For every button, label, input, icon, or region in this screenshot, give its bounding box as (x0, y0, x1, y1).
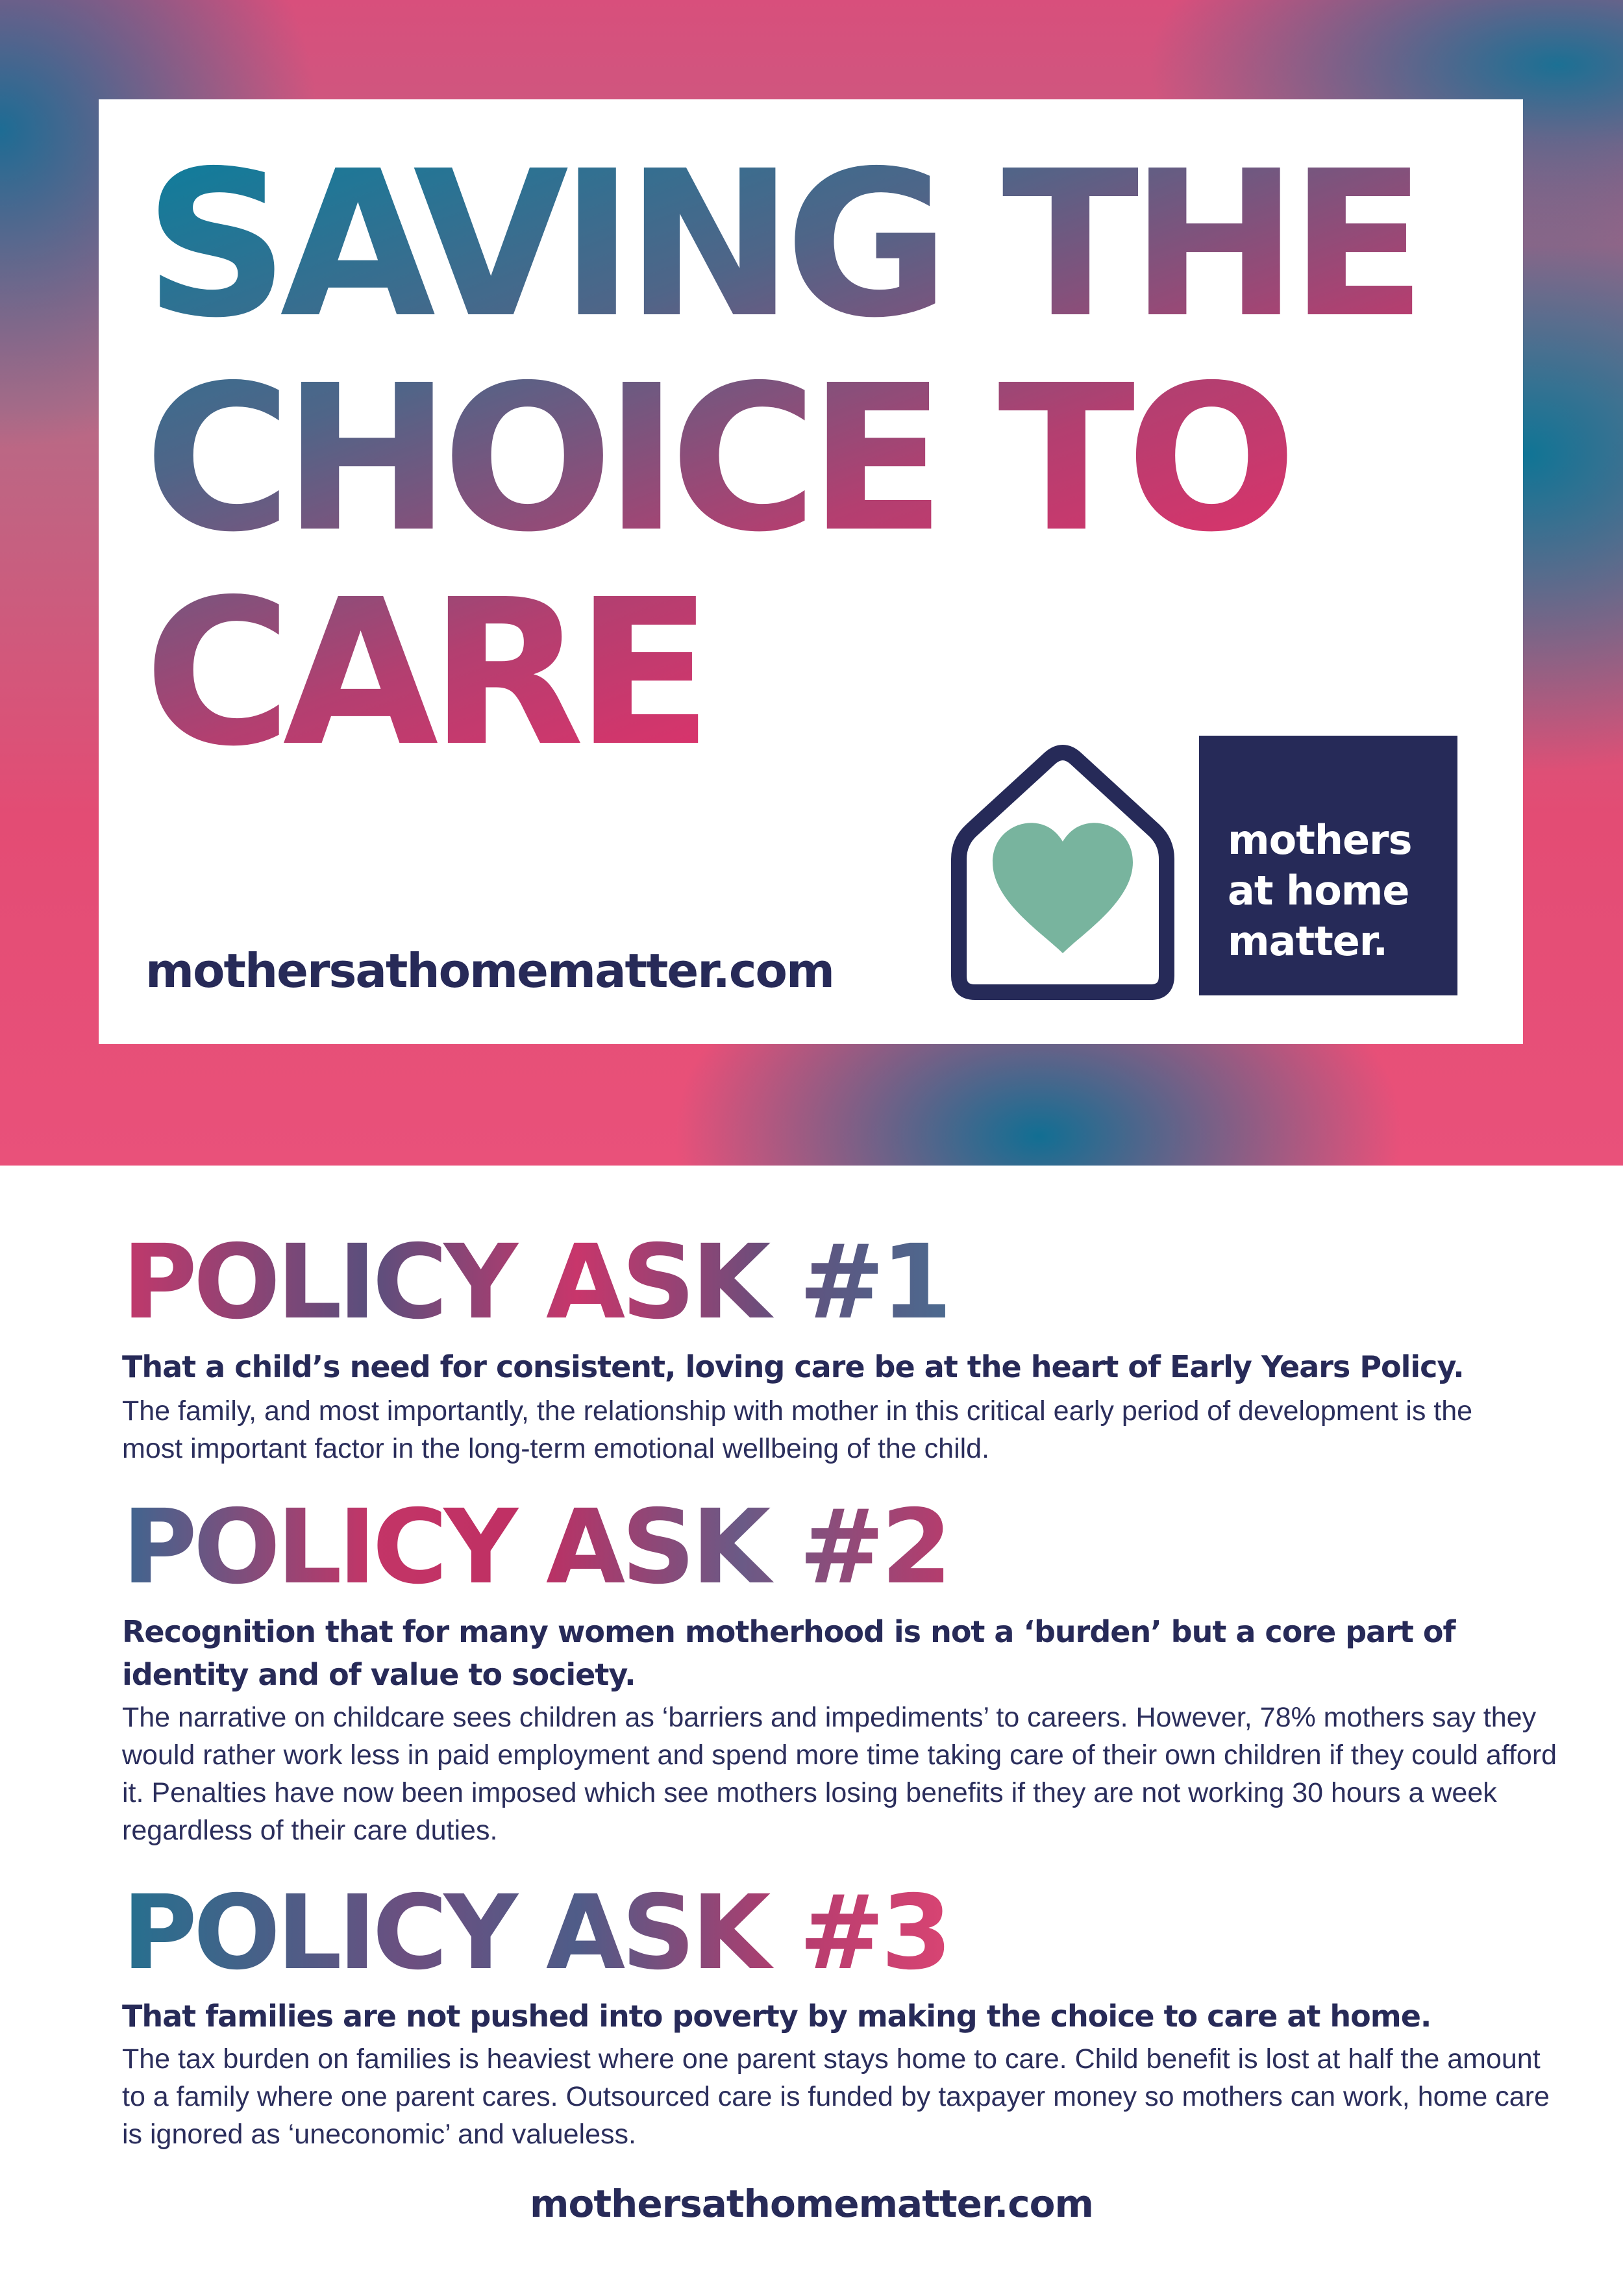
policy-3-body: The tax burden on families is heaviest where one parent stays home to care. Child benefit is lost at half the amount to a family where one parent cares. Outsourced care is funded by taxpayer money so mothers can work, home care is ignored as ‘uneconomic’ and valueless. (122, 2043, 1550, 2150)
website-link[interactable]: mothersathomematter.com (145, 943, 834, 998)
title-line-2: CHOICE TO (144, 342, 1289, 577)
logo-line-2: at home (1228, 867, 1409, 914)
logo-wordmark (1199, 736, 1457, 995)
policy-1-body: The family, and most importantly, the relationship with mother in this critical early period of development is the most important factor in the long-term emotional wellbeing of the child. (122, 1395, 1473, 1464)
policy-1-subheading: That a child’s need for consistent, loving care be at the heart of Early Years Policy. (122, 1349, 1464, 1384)
logo-line-3: matter. (1228, 917, 1388, 965)
policy-ask-1 (122, 1223, 1576, 1467)
house-heart-icon (946, 732, 1180, 1005)
title-line-3: CARE (144, 556, 704, 791)
footer-website-link[interactable]: mothersathomematter.com (530, 2182, 1093, 2226)
policy-1-heading: POLICY ASK #1 (122, 1223, 948, 1342)
policy-2-heading: POLICY ASK #2 (122, 1488, 948, 1607)
logo-line-1: mothers (1228, 816, 1412, 864)
policy-2-subheading: Recognition that for many women motherhood is not a ‘burden’ but a core part of identity and of value to society. (122, 1614, 1456, 1692)
policy-3-subheading: That families are not pushed into poverty by making the choice to care at home. (122, 1999, 1431, 2034)
hero-card (99, 99, 1523, 1044)
policy-3-heading: POLICY ASK #3 (122, 1873, 948, 1993)
policy-ask-3 (122, 1873, 1576, 2153)
policy-ask-2 (122, 1488, 1576, 1849)
page-title (144, 128, 1507, 791)
title-line-1: SAVING THE (144, 128, 1418, 362)
policy-2-body: The narrative on childcare sees children as ‘barriers and impediments’ to careers. However, 78% mothers say they would rather work less in paid employment and spend more time taking care of their own children if they could afford it. Penalties have now been imposed which see mothers losing benefits if they are not working 30 hours a week regardless of their care duties. (122, 1702, 1557, 1846)
